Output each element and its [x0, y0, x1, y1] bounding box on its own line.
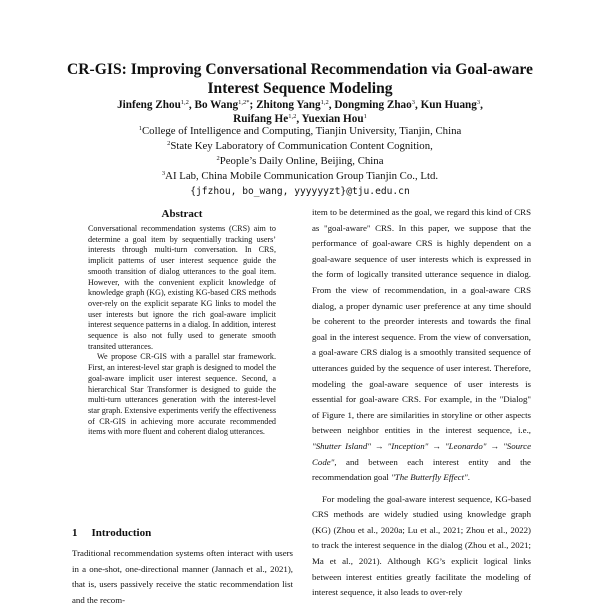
abstract-paragraph: We propose CR-GIS with a parallel star framework. First, an interest-level star graph is designed to model the goal-aware implicit user interest sequence. Second, a hierarchical Star Transformer is designed to guide the multi-turn utterances generation with the interest-level star graph. Extensive experiments verify the effectiveness of CR-GIS in achieving more accurate recommended items with more fluent and coherent dialog utterances.: [88, 352, 276, 437]
author-name: Yuexian Hou: [301, 112, 364, 125]
affil-text: AI Lab, China Mobile Communication Group Tianjin Co., Ltd.: [165, 170, 439, 182]
affiliation-block: [40, 124, 560, 199]
author-name: Bo Wang: [194, 99, 239, 111]
affil-sup: 2: [216, 155, 220, 162]
arrow-symbol: →: [432, 440, 442, 451]
paper-title: CR-GIS: Improving Conversational Recommendation via Goal-aware Interest Sequence Modeling: [67, 61, 533, 97]
abstract-body: [88, 224, 276, 438]
author-name: Dongming Zhao: [334, 99, 412, 111]
affil-text: State Key Laboratory of Communication Content Cognition,: [170, 140, 433, 152]
body-paragraph: [312, 205, 531, 486]
affiliation-line: [40, 169, 560, 184]
abstract-paragraph: Conversational recommendation systems (CRS) aim to determine a goal item by sequentially tracking users’ interests through multi-turn conversation. In CRS, implicit patterns of user interest sequence guide the smooth transition of dialog utterances to the goal item. However, with the convenient explicit knowledge of knowledge graph (KG), existing KG-based CRS methods over-rely on the explicit separate KG links to model the user interests but ignore the rich goal-aware implicit interest sequence patterns in a dialog. In addition, interest sequence is also not fully used to generate smooth transited utterances.: [88, 224, 276, 351]
corresponding-author-mark: *: [246, 99, 250, 106]
entity-mention: "Leonardo": [444, 440, 487, 451]
entity-mention: "The Butterfly Effect": [391, 472, 468, 483]
affil-sup: 2: [167, 140, 171, 147]
affiliation-line: [40, 154, 560, 169]
section-number: 1: [72, 527, 78, 539]
author-affil-sup: 1,2: [238, 99, 247, 106]
author-name: Jinfeng Zhou: [117, 99, 181, 111]
affiliation-line: [40, 139, 560, 154]
author-affil-sup: 1,2: [180, 99, 189, 106]
author-name: Kun Huang: [420, 99, 477, 111]
intro-paragraph: Traditional recommendation systems often interact with users in a one-shot, one-directional manner (Jannach et al., 2021), that is, users passively receive the static recommendation list and the recom-: [72, 548, 293, 605]
text-run: .: [467, 472, 470, 483]
right-column-text: [312, 205, 531, 601]
author-affil-sup: 1: [363, 112, 367, 120]
affil-sup: 3: [161, 170, 166, 177]
body-paragraph: For modeling the goal-aware interest sequence, KG-based CRS methods are widely studied using knowledge graph (KG) (Zhou et al., 2020a; Lu et al., 2021; Zhou et al., 2022) to track the interest sequence in the dialog (Zhou et al., 2021; Ma et al., 2021). Although KG’s explicit logical links between interest entities greatly facilitate the modeling of interest sequence, it also leads to over-rely: [312, 493, 531, 598]
affiliation-line: [40, 124, 560, 139]
text-run: , and between each interest entity and the recommendation goal: [312, 456, 531, 483]
affil-text: People’s Daily Online, Beijing, China: [219, 155, 384, 167]
section-heading-introduction: [72, 527, 151, 539]
entity-mention: "Source Code": [312, 440, 532, 467]
arrow-symbol: →: [490, 440, 500, 451]
author-affil-sup: 3: [411, 99, 415, 106]
arrow-symbol: →: [374, 440, 384, 451]
author-list: Jinfeng Zhou$^{1,2}$, Bo Wang$^{1,2*}$; Zhitong Yang$^{1,2}$, Dongming Zhao$^3$, Kun Huang$^3$, Ruifang He$^{1,2}$, Yuexian Hou$^1$: [117, 99, 483, 125]
email-line[interactable]: {jfzhou, bo_wang, yyyyyyzt}@tju.edu.cn: [190, 186, 410, 197]
text-run: item to be determined as the goal, we regard this kind of CRS as "goal-aware" CRS. In this paper, we suppose that the performance of goal-aware CRS is highly dependent on a goal-aware sequence of user interests which is expressed in the form of logically transited utterance sequence in dialog. From the view of recommendation, in a goal-aware CRS dialog, a proper dynamic user preference at any time should be coherent to the preorder interests and towards the final goal in the interest sequence. From the view of conversation, a goal-aware CRS dialog is a smoothly transited sequence of utterances guided by the sequence of user interest. Therefore, modeling the goal-aware sequence of user interests is essential for goal-aware CRS. For example, in the "Dialog" of Figure 1, there are similarities in storyline or other aspects between neighbor entities in the interest sequence, i.e.,: [312, 207, 531, 436]
abstract-heading: Abstract: [161, 208, 203, 220]
author-affil-sup: 3: [476, 99, 481, 106]
affil-text: College of Intelligence and Computing, Tianjin University, Tianjin, China: [141, 125, 462, 137]
author-name: Zhitong Yang: [256, 99, 321, 111]
author-name: Ruifang He: [233, 112, 289, 125]
author-affil-sup: 1,2: [288, 112, 297, 120]
entity-mention: "Shutter Island": [312, 440, 371, 451]
section-title: Introduction: [91, 527, 152, 539]
author-affil-sup: 1,2: [320, 99, 329, 106]
affil-sup: 1: [138, 125, 142, 132]
entity-mention: "Inception": [387, 440, 429, 451]
